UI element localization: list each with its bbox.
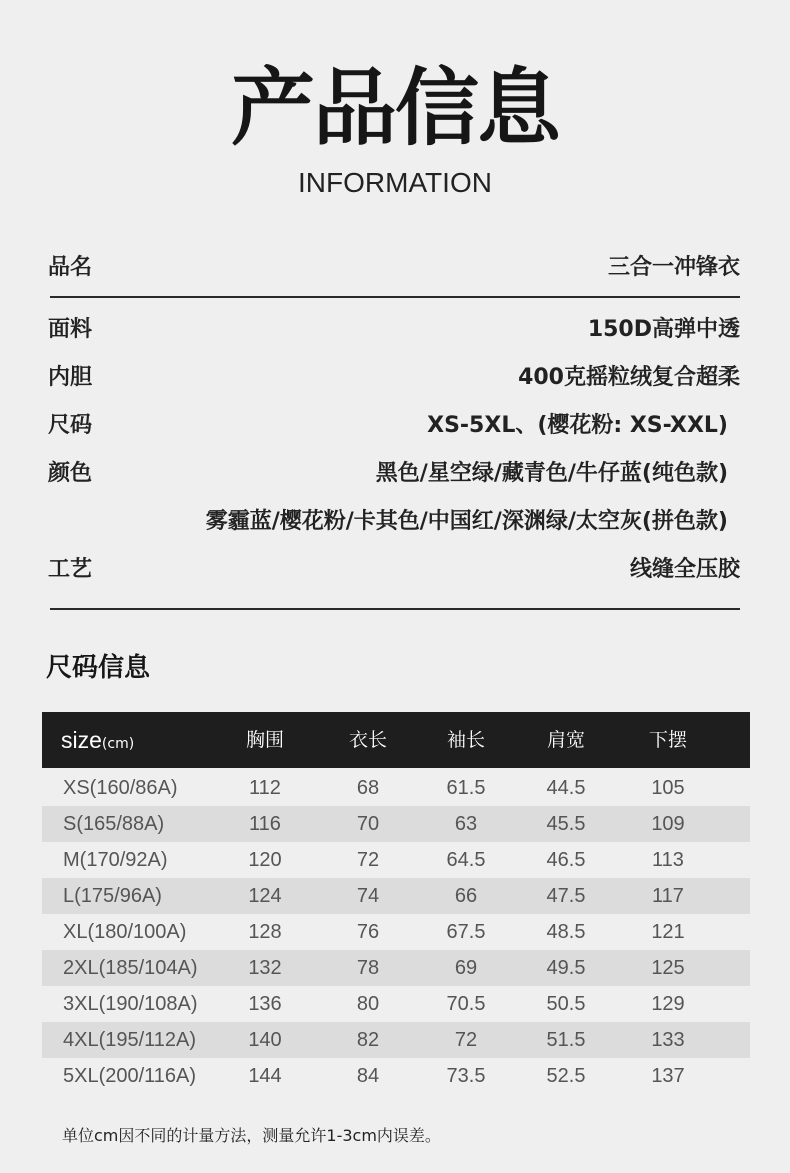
cell-length: 76 — [356, 921, 380, 943]
table-row — [42, 1058, 750, 1094]
cell-size: 5XL(200/116A) — [63, 1065, 197, 1087]
header-size-unit: (cm) — [101, 736, 135, 752]
cell-hem: 125 — [651, 957, 685, 979]
cell-size: XS(160/86A) — [63, 777, 178, 799]
cell-hem: 129 — [651, 993, 685, 1015]
cell-shoulder: 45.5 — [546, 813, 586, 835]
info-value-craft: 线缝全压胶 — [629, 557, 740, 582]
info-label-name: 品名 — [48, 255, 93, 280]
info-row-sizes — [48, 409, 740, 443]
cell-chest: 112 — [249, 777, 281, 799]
cell-length: 82 — [356, 1029, 380, 1051]
measurement-note: 单位cm因不同的计量方法，测量允许1-3cm内误差。 — [62, 1126, 441, 1145]
info-value-lining: 400克摇粒绒复合超柔 — [518, 365, 740, 390]
divider-top — [50, 296, 740, 298]
cell-sleeve: 61.5 — [446, 777, 486, 799]
table-row — [42, 914, 750, 950]
header-shoulder: 肩宽 — [546, 729, 585, 751]
size-table-body — [42, 770, 750, 1094]
cell-chest: 136 — [248, 993, 282, 1015]
cell-shoulder: 52.5 — [546, 1065, 586, 1087]
header-size — [61, 712, 134, 772]
cell-length: 84 — [356, 1065, 380, 1087]
cell-size: L(175/96A) — [63, 885, 162, 907]
info-value-colors-mixed: 雾霾蓝/樱花粉/卡其色/中国红/深渊绿/太空灰(拼色款) — [205, 509, 728, 534]
cell-chest: 132 — [248, 957, 282, 979]
cell-length: 74 — [356, 885, 380, 907]
cell-length: 72 — [356, 849, 380, 871]
cell-size: 4XL(195/112A) — [63, 1029, 197, 1051]
cell-hem: 117 — [652, 885, 684, 907]
cell-shoulder: 51.5 — [546, 1029, 586, 1051]
cell-size: XL(180/100A) — [63, 921, 187, 943]
cell-shoulder: 48.5 — [546, 921, 586, 943]
info-label-lining: 内胆 — [48, 365, 93, 390]
cell-hem: 109 — [651, 813, 685, 835]
cell-size: M(170/92A) — [63, 849, 168, 871]
page-subtitle: INFORMATION — [298, 167, 492, 198]
cell-chest: 144 — [248, 1065, 282, 1087]
cell-shoulder: 50.5 — [546, 993, 586, 1015]
table-row — [42, 1022, 750, 1058]
cell-hem: 121 — [651, 921, 685, 943]
info-label-fabric: 面料 — [48, 317, 93, 342]
cell-sleeve: 72 — [454, 1029, 478, 1051]
cell-chest: 120 — [248, 849, 282, 871]
info-row-fabric — [48, 313, 740, 347]
info-row-name — [48, 251, 740, 285]
header-size-label: size — [61, 727, 102, 753]
size-section-title: 尺码信息 — [46, 653, 151, 683]
info-row-lining — [48, 361, 740, 395]
table-row — [42, 770, 750, 806]
divider-bottom — [50, 608, 740, 610]
header-length: 衣长 — [348, 729, 387, 751]
cell-sleeve: 69 — [454, 957, 478, 979]
info-value-colors-solid: 黑色/星空绿/藏青色/牛仔蓝(纯色款) — [375, 461, 728, 486]
cell-chest: 124 — [248, 885, 282, 907]
cell-chest: 116 — [249, 813, 281, 835]
info-value-fabric: 150D高弹中透 — [587, 317, 740, 342]
cell-hem: 133 — [651, 1029, 685, 1051]
cell-hem: 137 — [651, 1065, 685, 1087]
page-title: 产品信息 — [230, 59, 559, 157]
cell-sleeve: 66 — [454, 885, 478, 907]
size-table — [42, 712, 750, 1094]
cell-size: 2XL(185/104A) — [63, 957, 198, 979]
cell-length: 70 — [356, 813, 380, 835]
header-hem: 下摆 — [648, 729, 687, 751]
info-row-craft — [48, 553, 740, 587]
info-label-sizes: 尺码 — [48, 413, 93, 438]
info-row-colors-mixed — [48, 505, 740, 539]
cell-chest: 140 — [248, 1029, 282, 1051]
table-row — [42, 950, 750, 986]
cell-shoulder: 46.5 — [546, 849, 586, 871]
header-chest: 胸围 — [246, 729, 285, 751]
table-row — [42, 878, 750, 914]
cell-length: 80 — [356, 993, 380, 1015]
table-row — [42, 986, 750, 1022]
cell-sleeve: 63 — [454, 813, 478, 835]
cell-shoulder: 49.5 — [546, 957, 586, 979]
cell-size: S(165/88A) — [63, 813, 165, 835]
info-value-sizes: XS-5XL、(樱花粉: XS-XXL) — [427, 413, 728, 438]
cell-length: 78 — [356, 957, 380, 979]
cell-hem: 105 — [651, 777, 685, 799]
header-sleeve: 袖长 — [446, 729, 485, 751]
cell-sleeve: 70.5 — [446, 993, 486, 1015]
info-value-name: 三合一冲锋衣 — [607, 255, 740, 280]
cell-shoulder: 47.5 — [546, 885, 586, 907]
cell-chest: 128 — [248, 921, 282, 943]
cell-sleeve: 73.5 — [446, 1065, 486, 1087]
cell-sleeve: 67.5 — [446, 921, 486, 943]
table-row — [42, 806, 750, 842]
cell-hem: 113 — [652, 849, 684, 871]
cell-shoulder: 44.5 — [546, 777, 586, 799]
info-label-colors: 颜色 — [48, 461, 93, 486]
size-table-header — [42, 712, 750, 768]
cell-size: 3XL(190/108A) — [63, 993, 198, 1015]
cell-sleeve: 64.5 — [446, 849, 486, 871]
info-row-colors — [48, 457, 740, 491]
cell-length: 68 — [356, 777, 380, 799]
table-row — [42, 842, 750, 878]
info-label-craft: 工艺 — [48, 557, 93, 582]
